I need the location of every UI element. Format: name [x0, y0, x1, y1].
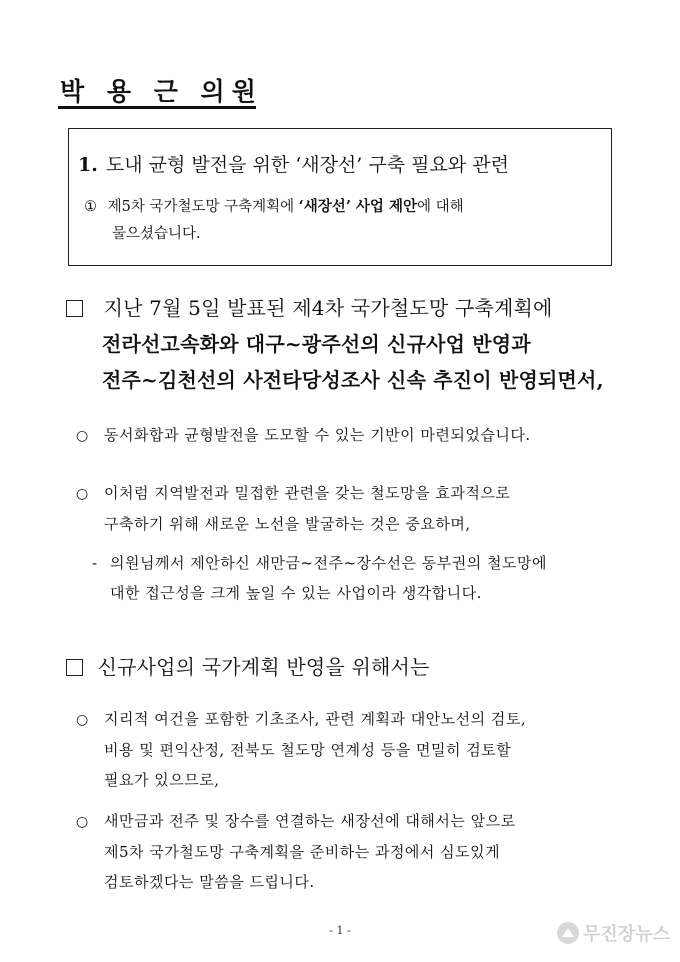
question-heading: [78, 150, 509, 177]
circle-bullet-icon: ○: [76, 486, 89, 502]
dash-bullet-icon: -: [92, 554, 98, 572]
section-2-bullet-2: ○ 새만금과 전주 및 장수를 연결하는 새장선에 대해서는 앞으로 제5차 국가철도망 구축계획을 준비하는 과정에서 심도있게 검토하겠다는 말씀을 드립니다.: [76, 806, 516, 897]
question-sub-line-2: 물으셨습니다.: [112, 226, 201, 242]
section-2-bullet-1: ○ 지리적 여건을 포함한 기초조사, 관련 계획과 대안노선의 검토, 비용 및 편익산정, 전북도 철도망 연계성 등을 면밀히 검토할 필요가 있으므로,: [76, 704, 526, 795]
watermark-logo-icon: [557, 922, 579, 944]
question-sub-marker: ①: [84, 199, 97, 215]
question-sub-pre: 제5차 국가철도망 구축계획에: [107, 199, 299, 215]
question-sub-bold: ‘새장선’ 사업 제안: [298, 198, 417, 215]
page-number: - 1 -: [329, 924, 351, 937]
question-number: 1.: [78, 154, 98, 176]
circle-bullet-icon: ○: [76, 712, 89, 728]
section-1-dash-item: - 의원님께서 제안하신 새만금~전주~장수선은 동부권의 철도망에 대한 접근성을 크게 높일 수 있는 사업이라 생각합니다.: [92, 548, 547, 608]
watermark: [557, 920, 670, 946]
title-underline: [58, 106, 256, 109]
section-2-heading: 신규사업의 국가계획 반영을 위해서는: [66, 649, 430, 685]
circle-bullet-icon: ○: [76, 428, 89, 444]
question-heading-text: 도내 균형 발전을 위한 ‘새장선’ 구축 필요와 관련: [105, 154, 509, 176]
watermark-text: 무진장뉴스: [583, 924, 670, 945]
section-1-bullet-2: ○ 이처럼 지역발전과 밀접한 관련을 갖는 철도망을 효과적으로 구축하기 위해 새로운 노선을 발굴하는 것은 중요하며,: [76, 478, 510, 539]
question-sub: [84, 193, 464, 248]
section-1-heading: [66, 290, 604, 398]
question-sub-post: 에 대해: [417, 199, 464, 215]
section-1-bullet-1: ○ 동서화합과 균형발전을 도모할 수 있는 기반이 마련되었습니다.: [76, 420, 531, 451]
section-1-line-1: 지난 7월 5일 발표된 제4차 국가철도망 구축계획에: [66, 290, 604, 326]
square-bullet-icon: [66, 659, 83, 676]
question-sub-line-1: [84, 193, 464, 221]
circle-bullet-icon: ○: [76, 814, 89, 830]
square-bullet-icon: [66, 300, 83, 317]
section-1-line-3: 전주~김천선의 사전타당성조사 신속 추진이 반영되면서,: [102, 368, 604, 392]
document-title: 박 용 근 의원: [60, 77, 263, 106]
section-1-line-2: 전라선고속화와 대구~광주선의 신규사업 반영과: [102, 332, 531, 356]
